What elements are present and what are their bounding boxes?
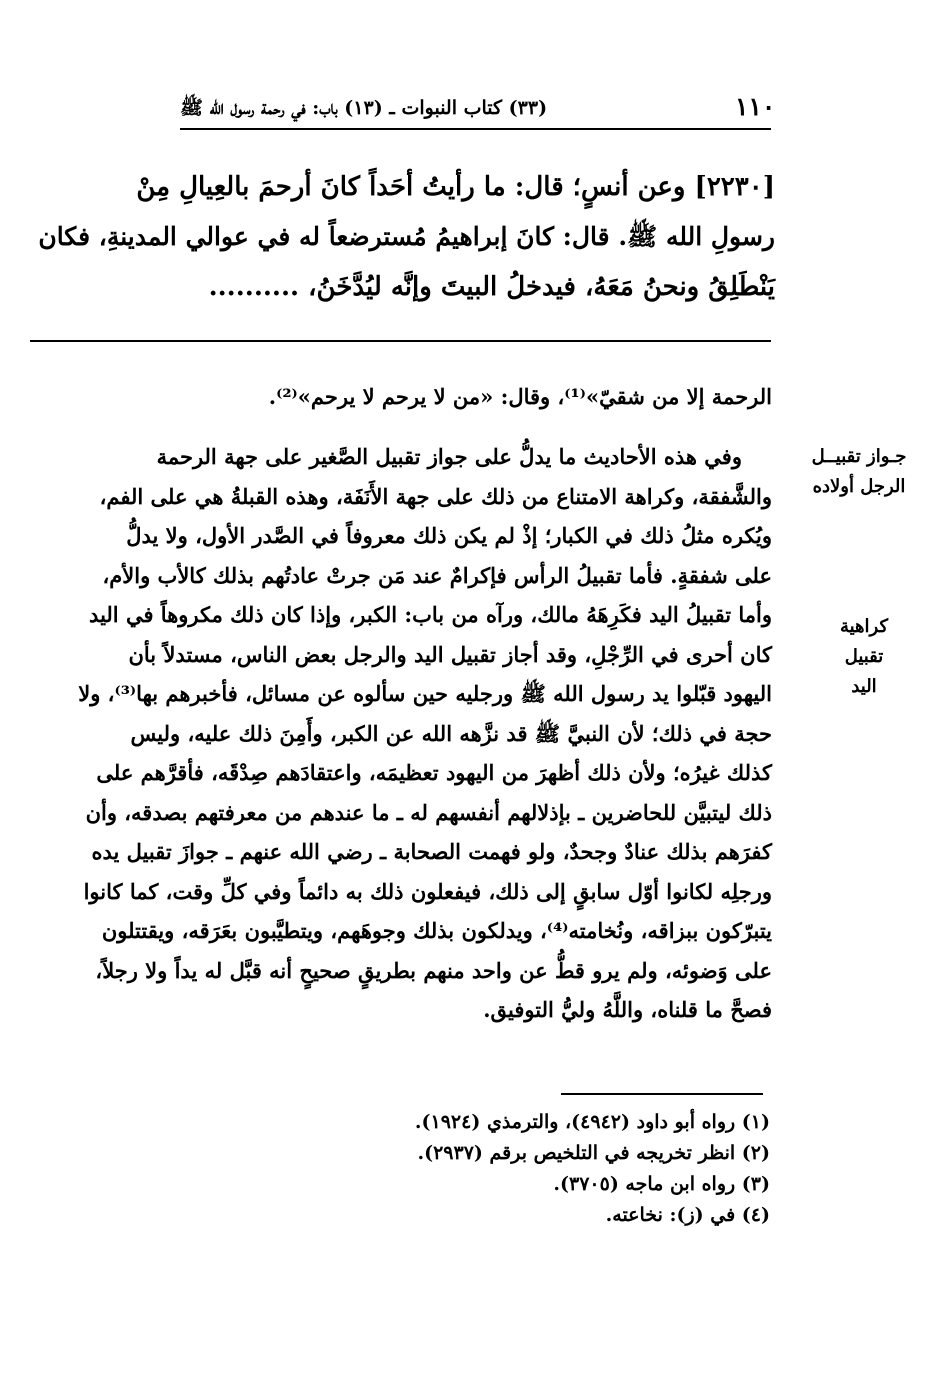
running-title: (٣٣) كتاب النبوات ـ (١٣) باب: في رحمة رسول الله ﷺ: [180, 97, 548, 119]
hadith-text: [30, 162, 775, 312]
footnote-separator: [561, 1093, 763, 1095]
footnotes: [300, 1107, 770, 1231]
commentary-line: كذلك غيرُه؛ ولأن ذلك أظهرَ من اليهود تعظيمَه، واعتقادَهم صِدْقَه، فأقرَّهم على: [96, 760, 772, 785]
commentary-line: اليهود قبّلوا يد رسول الله ﷺ ورجليه حين سألوه عن مسائل، فأخبرهم بها⁽³⁾، ولا: [78, 681, 772, 706]
commentary-line: يتبرّكون ببزاقه، ونُخامته⁽⁴⁾، ويدلكون بذلك وجوهَهم، ويتطيَّبون بعَرَقه، ويقتتلون: [101, 918, 772, 943]
commentary-line: وفي هذه الأحاديث ما يدلُّ على جواز تقبيل الصَّغير على جهة الرحمة: [156, 444, 742, 469]
commentary-body: [30, 437, 772, 1030]
margin-note-kissing-children: [799, 442, 919, 502]
margin-note-line: تقبيل: [844, 646, 884, 667]
margin-note-line: جـواز تقبيــل: [811, 446, 907, 467]
commentary-line: كفرَهم بذلك عنادٌ وجحدٌ، ولو فهمت الصحابة ـ رضي الله عنهم ـ جوازَ تقبيل يده: [91, 839, 772, 864]
header-rule: [180, 128, 771, 130]
commentary-line: حجة في ذلك؛ لأن النبيَّ ﷺ قد نزَّهه الله عن الكبر، وأَمِنَ ذلك عليه، وليس: [130, 720, 772, 746]
margin-note-line: الرجل أولاده: [812, 476, 906, 497]
commentary-line: فصحَّ ما قلناه، واللَّهُ وليُّ التوفيق.: [483, 997, 772, 1022]
text-separator: [30, 340, 771, 342]
hadith-line: [٢٢٣٠] وعن أنسٍ؛ قال: ما رأيتُ أحَداً كانَ أرحمَ بالعِيالِ مِنْ: [136, 172, 775, 202]
footnote: (١) رواه أبو داود (٤٩٤٢)، والترمذي (١٩٢٤).: [414, 1111, 770, 1133]
page-header: [180, 92, 776, 128]
commentary-line: وأما تقبيلُ اليد فكَرِهَهُ مالك، ورآه من باب: الكبر، وإذا كان ذلك مكروهاً في اليد: [89, 602, 772, 627]
margin-note-line: كراهية: [839, 616, 889, 637]
margin-note-kissing-hand: [819, 612, 909, 702]
margin-note-line: اليد: [851, 676, 877, 697]
commentary-line: ورجلِه لكانوا أوّل سابقٍ إلى ذلك، فيفعلون ذلك به دائماً وفي كلِّ وقت، كما كانوا: [83, 878, 772, 904]
commentary-line: ويُكره مثلُ ذلك في الكبار؛ إذْ لم يكن ذلك معروفاً في الصَّدر الأول، ولا يدلُّ: [126, 523, 772, 548]
hadith-line: يَنْطَلِقُ ونحنُ مَعَهُ، فيدخلُ البيتَ وإنَّه ليُدَّخَنُ، ..........: [208, 272, 775, 302]
commentary-line: كان أحرى في الرِّجْلِ، وقد أجاز تقبيل اليد والرجل بعض الناس، مستدلاً بأن: [128, 641, 772, 667]
footnote: (٢) انظر تخريجه في التلخيص برقم (٢٩٣٧).: [417, 1142, 770, 1164]
commentary-line: ذلك ليتبيَّن للحاضرين ـ بإذلالهم أنفسهم له ـ ما عندهم من معرفتهم بصدقه، وأن: [85, 799, 772, 825]
commentary-line: والشَّفقة، وكراهة الامتناع من ذلك على جهة الأَنَفَة، وهذه القبلةُ هي على الفم،: [99, 483, 772, 509]
footnote: (٣) رواه ابن ماجه (٣٧٠٥).: [553, 1173, 770, 1195]
page-number: ١١٠: [735, 92, 776, 121]
footnote: (٤) في (ز): نخاعته.: [605, 1204, 770, 1226]
hadith-line: رسولِ الله ﷺ. قال: كانَ إبراهيمُ مُسترضعاً له في عوالي المدينةِ، فكان: [38, 222, 775, 251]
commentary-line: الرحمة إلا من شقيّ»⁽¹⁾، وقال: «من لا يرحم لا يرحم»⁽²⁾.: [268, 384, 772, 409]
commentary-intro: [30, 377, 772, 417]
commentary-line: على وَضوئه، ولم يرو قطُّ عن واحد منهم بطريقٍ صحيحٍ أنه قبَّل له يداً ولا رجلاً،: [95, 957, 772, 983]
commentary-line: على شفقةٍ. فأما تقبيلُ الرأس فإكرامٌ عند مَن جرتْ عادتُهم بذلك كالأب والأم،: [102, 562, 772, 588]
